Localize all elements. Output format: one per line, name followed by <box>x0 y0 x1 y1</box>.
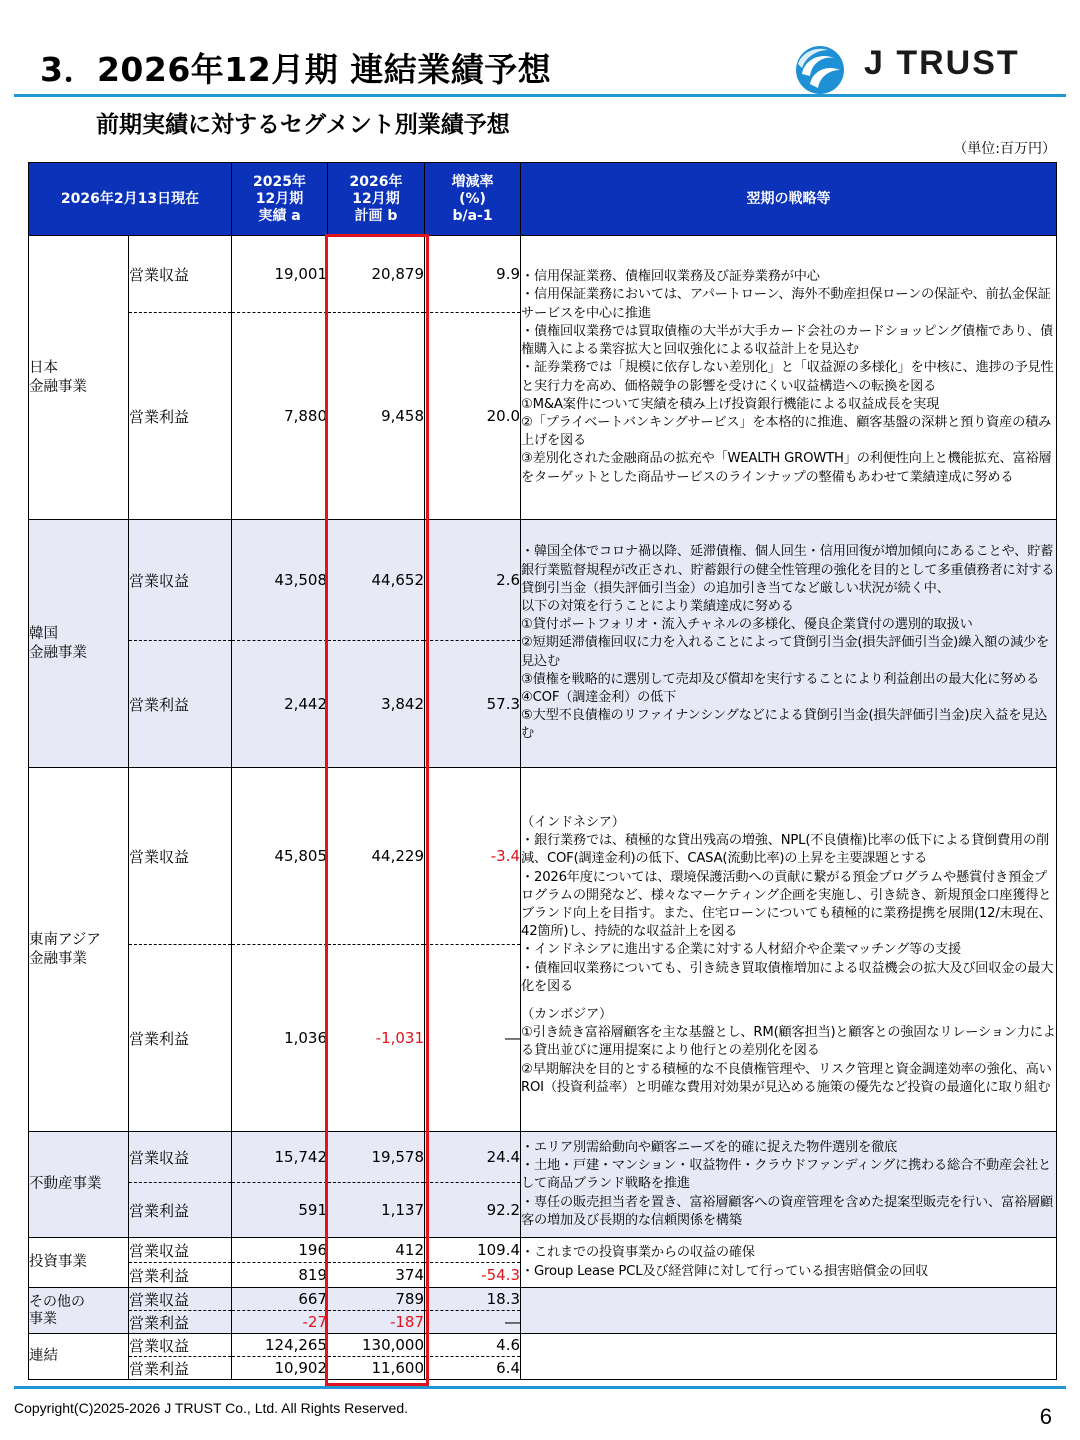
sea-revenue-a: 45,805 <box>232 768 328 945</box>
sea-revenue-rate: -3.4 <box>425 768 521 945</box>
japan-profit-b: 9,458 <box>328 313 425 520</box>
korea-revenue-a: 43,508 <box>232 520 328 641</box>
japan-revenue-b: 20,879 <box>328 236 425 313</box>
metric-label: 営業収益 <box>129 1132 232 1183</box>
metric-label: 営業収益 <box>129 768 232 945</box>
other-profit-a: -27 <box>232 1311 328 1334</box>
header-plan-b: 2026年 12月期 計画 b <box>328 163 425 236</box>
cons-revenue-b: 130,000 <box>328 1334 425 1357</box>
segment-other: その他の 事業 <box>29 1288 129 1334</box>
section-subtitle: 前期実績に対するセグメント別業績予想 <box>96 112 510 138</box>
japan-profit-a: 7,880 <box>232 313 328 520</box>
footer-divider <box>14 1386 1066 1389</box>
header-change-rate: 増減率 (%) b/a-1 <box>425 163 521 236</box>
sea-profit-a: 1,036 <box>232 945 328 1132</box>
re-profit-a: 591 <box>232 1183 328 1238</box>
header-divider <box>14 94 1066 97</box>
header-strategy: 翌期の戦略等 <box>521 163 1057 236</box>
metric-label: 営業収益 <box>129 520 232 641</box>
metric-label: 営業収益 <box>129 1334 232 1357</box>
cons-profit-rate: 6.4 <box>425 1357 521 1380</box>
segment-korea: 韓国 金融事業 <box>29 520 129 768</box>
sea-strategy: （インドネシア） ・銀行業務では、積極的な貸出残高の増強、NPL(不良債権)比率の低下による貸倒費用の削減、COF(調達金利)の低下、CASA(流動比率)の上昇を主要課題とする ・2026年度については、環境保護活動への貢献に繋がる預金プログラムや懸賞付き預金プログラムの開発など、様々なマーケティング企画を実施し、引き続き、新規預金口座獲得とブランド向上を目指す。また、住宅ローンについても積極的に業務提携を展開(12/末現在、42箇所)し、持続的な収益計上を図る ・インドネシアに進出する企業に対する人材紹介や企業マッチング等の支援 ・債権回収業務についても、引き続き買取債権増加による収益機会の拡大及び回収金の最大化を図る （カンボジア） ①引き続き富裕層顧客を主な基盤とし、RM(顧客担当)と顧客との強固なリレーション力による貸出並びに運用提案により他行との差別化を図る ②早期解決を目的とする積極的な不良債権管理や、リスク管理と資金調達効率の強化、高いROI（投資利益率）と明確な費用対効果が見込める施策の優先など投資の最適化に取り組む <box>521 768 1057 1132</box>
metric-label: 営業利益 <box>129 313 232 520</box>
cons-profit-b: 11,600 <box>328 1357 425 1380</box>
metric-label: 営業利益 <box>129 1183 232 1238</box>
sea-profit-rate: ― <box>425 945 521 1132</box>
logo-swirl-icon <box>790 40 852 98</box>
segment-forecast-table <box>28 162 1057 1380</box>
inv-profit-b: 374 <box>328 1263 425 1288</box>
japan-revenue-rate: 9.9 <box>425 236 521 313</box>
inv-revenue-a: 196 <box>232 1238 328 1263</box>
re-profit-rate: 92.2 <box>425 1183 521 1238</box>
metric-label: 営業収益 <box>129 236 232 313</box>
other-revenue-a: 667 <box>232 1288 328 1311</box>
cons-revenue-a: 124,265 <box>232 1334 328 1357</box>
inv-strategy: ・これまでの投資事業からの収益の確保 ・Group Lease PCL及び経営陣に対して行っている損害賠償金の回収 <box>521 1238 1057 1288</box>
table-row <box>29 1288 1057 1311</box>
metric-label: 営業利益 <box>129 945 232 1132</box>
segment-real-estate: 不動産事業 <box>29 1132 129 1238</box>
inv-profit-a: 819 <box>232 1263 328 1288</box>
logo-text: J TRUST <box>864 44 1020 82</box>
korea-profit-b: 3,842 <box>328 641 425 768</box>
korea-revenue-rate: 2.6 <box>425 520 521 641</box>
segment-japan: 日本 金融事業 <box>29 236 129 520</box>
table-row <box>29 1238 1057 1263</box>
page-title: 3．2026年12月期 連結業績予想 <box>40 50 552 89</box>
header-actual-a: 2025年 12月期 実績 a <box>232 163 328 236</box>
cons-revenue-rate: 4.6 <box>425 1334 521 1357</box>
table-row <box>29 1132 1057 1183</box>
korea-revenue-b: 44,652 <box>328 520 425 641</box>
company-logo <box>790 40 1070 100</box>
metric-label: 営業収益 <box>129 1238 232 1263</box>
table-row <box>29 1334 1057 1357</box>
page-number: 6 <box>1039 1404 1052 1429</box>
metric-label: 営業収益 <box>129 1288 232 1311</box>
re-strategy: ・エリア別需給動向や顧客ニーズを的確に捉えた物件選別を徹底 ・土地・戸建・マンション・収益物件・クラウドファンディングに携わる総合不動産会社として商品ブランド戦略を推進 ・専任の販売担当者を置き、富裕層顧客への資産管理を含めた提案型販売を行い、富裕層顧客の増加及び長期的な信頼関係を構築 <box>521 1132 1057 1238</box>
japan-profit-rate: 20.0 <box>425 313 521 520</box>
metric-label: 営業利益 <box>129 641 232 768</box>
inv-revenue-b: 412 <box>328 1238 425 1263</box>
metric-label: 営業利益 <box>129 1263 232 1288</box>
table-row <box>29 520 1057 641</box>
cons-profit-a: 10,902 <box>232 1357 328 1380</box>
japan-revenue-a: 19,001 <box>232 236 328 313</box>
cons-strategy <box>521 1334 1057 1380</box>
table-row <box>29 236 1057 313</box>
korea-profit-a: 2,442 <box>232 641 328 768</box>
other-revenue-rate: 18.3 <box>425 1288 521 1311</box>
other-profit-b: -187 <box>328 1311 425 1334</box>
table-row <box>29 768 1057 945</box>
copyright: Copyright(C)2025-2026 J TRUST Co., Ltd. All Rights Reserved. <box>14 1400 408 1416</box>
other-strategy <box>521 1288 1057 1334</box>
header-date: 2026年2月13日現在 <box>29 163 232 236</box>
metric-label: 営業利益 <box>129 1311 232 1334</box>
sea-revenue-b: 44,229 <box>328 768 425 945</box>
inv-revenue-rate: 109.4 <box>425 1238 521 1263</box>
re-revenue-rate: 24.4 <box>425 1132 521 1183</box>
other-profit-rate: ― <box>425 1311 521 1334</box>
other-revenue-b: 789 <box>328 1288 425 1311</box>
table-header-row <box>29 163 1057 236</box>
re-revenue-a: 15,742 <box>232 1132 328 1183</box>
japan-strategy: ・信用保証業務、債権回収業務及び証券業務が中心 ・信用保証業務においては、アパートローン、海外不動産担保ローンの保証や、前払金保証サービスを中心に推進 ・債権回収業務では買取債権の大半が大手カード会社のカードショッピング債権であり、債権購入による業容拡大と回収強化による収益計上を見込む ・証券業務では「規模に依存しない差別化」と「収益源の多様化」を中核に、進捗の予見性と実行力を高め、価格競争の影響を受けにくい収益構造への転換を図る ①M&A案件について実績を積み上げ投資銀行機能による収益成長を実現 ②「プライベートバンキングサービス」を本格的に推進、顧客基盤の深耕と預り資産の積み上げを図る ③差別化された金融商品の拡充や「WEALTH GROWTH」の利便性向上と機能拡充、富裕層をターゲットとした商品サービスのラインナップの整備もあわせて業績達成に努める <box>521 236 1057 520</box>
segment-investment: 投資事業 <box>29 1238 129 1288</box>
unit-note: （単位:百万円） <box>953 141 1056 157</box>
inv-profit-rate: -54.3 <box>425 1263 521 1288</box>
korea-strategy: ・韓国全体でコロナ禍以降、延滞債権、個人回生・信用回復が増加傾向にあることや、貯蓄銀行業監督規程が改正され、貯蓄銀行の健全性管理の強化を目的として多重債務者に対する貸倒引当金（損失評価引当金）の追加引き当てなど厳しい状況が続く中、 以下の対策を行うことにより業績達成に努める ①貸付ポートフォリオ・流入チャネルの多様化、優良企業貸付の選別的取扱い ②短期延滞債権回収に力を入れることによって貸倒引当金(損失評価引当金)繰入額の減少を見込む ③債権を戦略的に選別して売却及び償却を実行することにより利益創出の最大化に努める ④COF（調達金利）の低下 ⑤大型不良債権のリファイナンシングなどによる貸倒引当金(損失評価引当金)戻入益を見込む <box>521 520 1057 768</box>
sea-profit-b: -1,031 <box>328 945 425 1132</box>
segment-southeast-asia: 東南アジア 金融事業 <box>29 768 129 1132</box>
metric-label: 営業利益 <box>129 1357 232 1380</box>
re-revenue-b: 19,578 <box>328 1132 425 1183</box>
re-profit-b: 1,137 <box>328 1183 425 1238</box>
segment-consolidated: 連結 <box>29 1334 129 1380</box>
korea-profit-rate: 57.3 <box>425 641 521 768</box>
